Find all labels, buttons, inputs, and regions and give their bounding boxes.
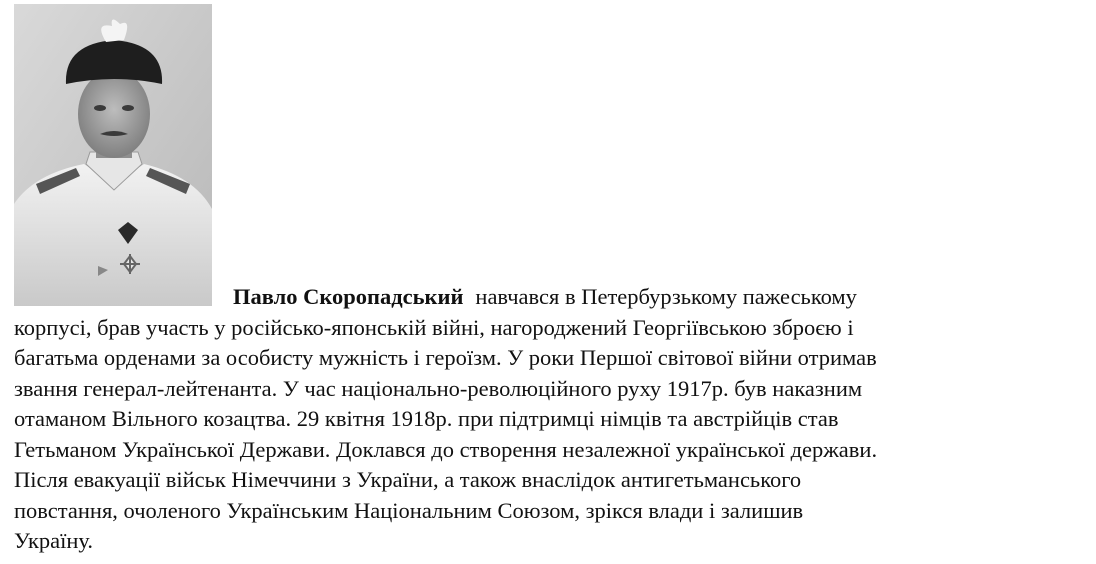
text-line: повстання, очоленого Українським Національним Союзом, зрікся влади і залишив bbox=[14, 497, 804, 523]
text-line: звання генерал-лейтенанта. У час національно-революційного руху 1917р. був наказним bbox=[14, 375, 863, 401]
text-line: корпусі, брав участь у російсько-японській війні, нагороджений Георгіївською зброєю і bbox=[14, 314, 854, 340]
text-line: Гетьманом Української Держави. Доклався до створення незалежної української держави. bbox=[14, 436, 878, 462]
first-line bbox=[14, 282, 1084, 313]
portrait-photo bbox=[14, 4, 212, 306]
text-line: Після евакуації військ Німеччини з України, а також внаслідок антигетьманського bbox=[14, 467, 802, 492]
biography-text bbox=[14, 282, 1084, 557]
text-line: отаманом Вільного козацтва. 29 квітня 1918р. при підтримці німців та австрійців став bbox=[14, 406, 839, 431]
person-name: Павло Скоропадський bbox=[233, 284, 464, 309]
text-line: навчався в Петербурзькому пажеському bbox=[475, 284, 857, 309]
text-line: багатьма орденами за особисту мужність і героїзм. У роки Першої світової війни отримав bbox=[14, 345, 877, 370]
text-line: Україну. bbox=[14, 528, 94, 553]
